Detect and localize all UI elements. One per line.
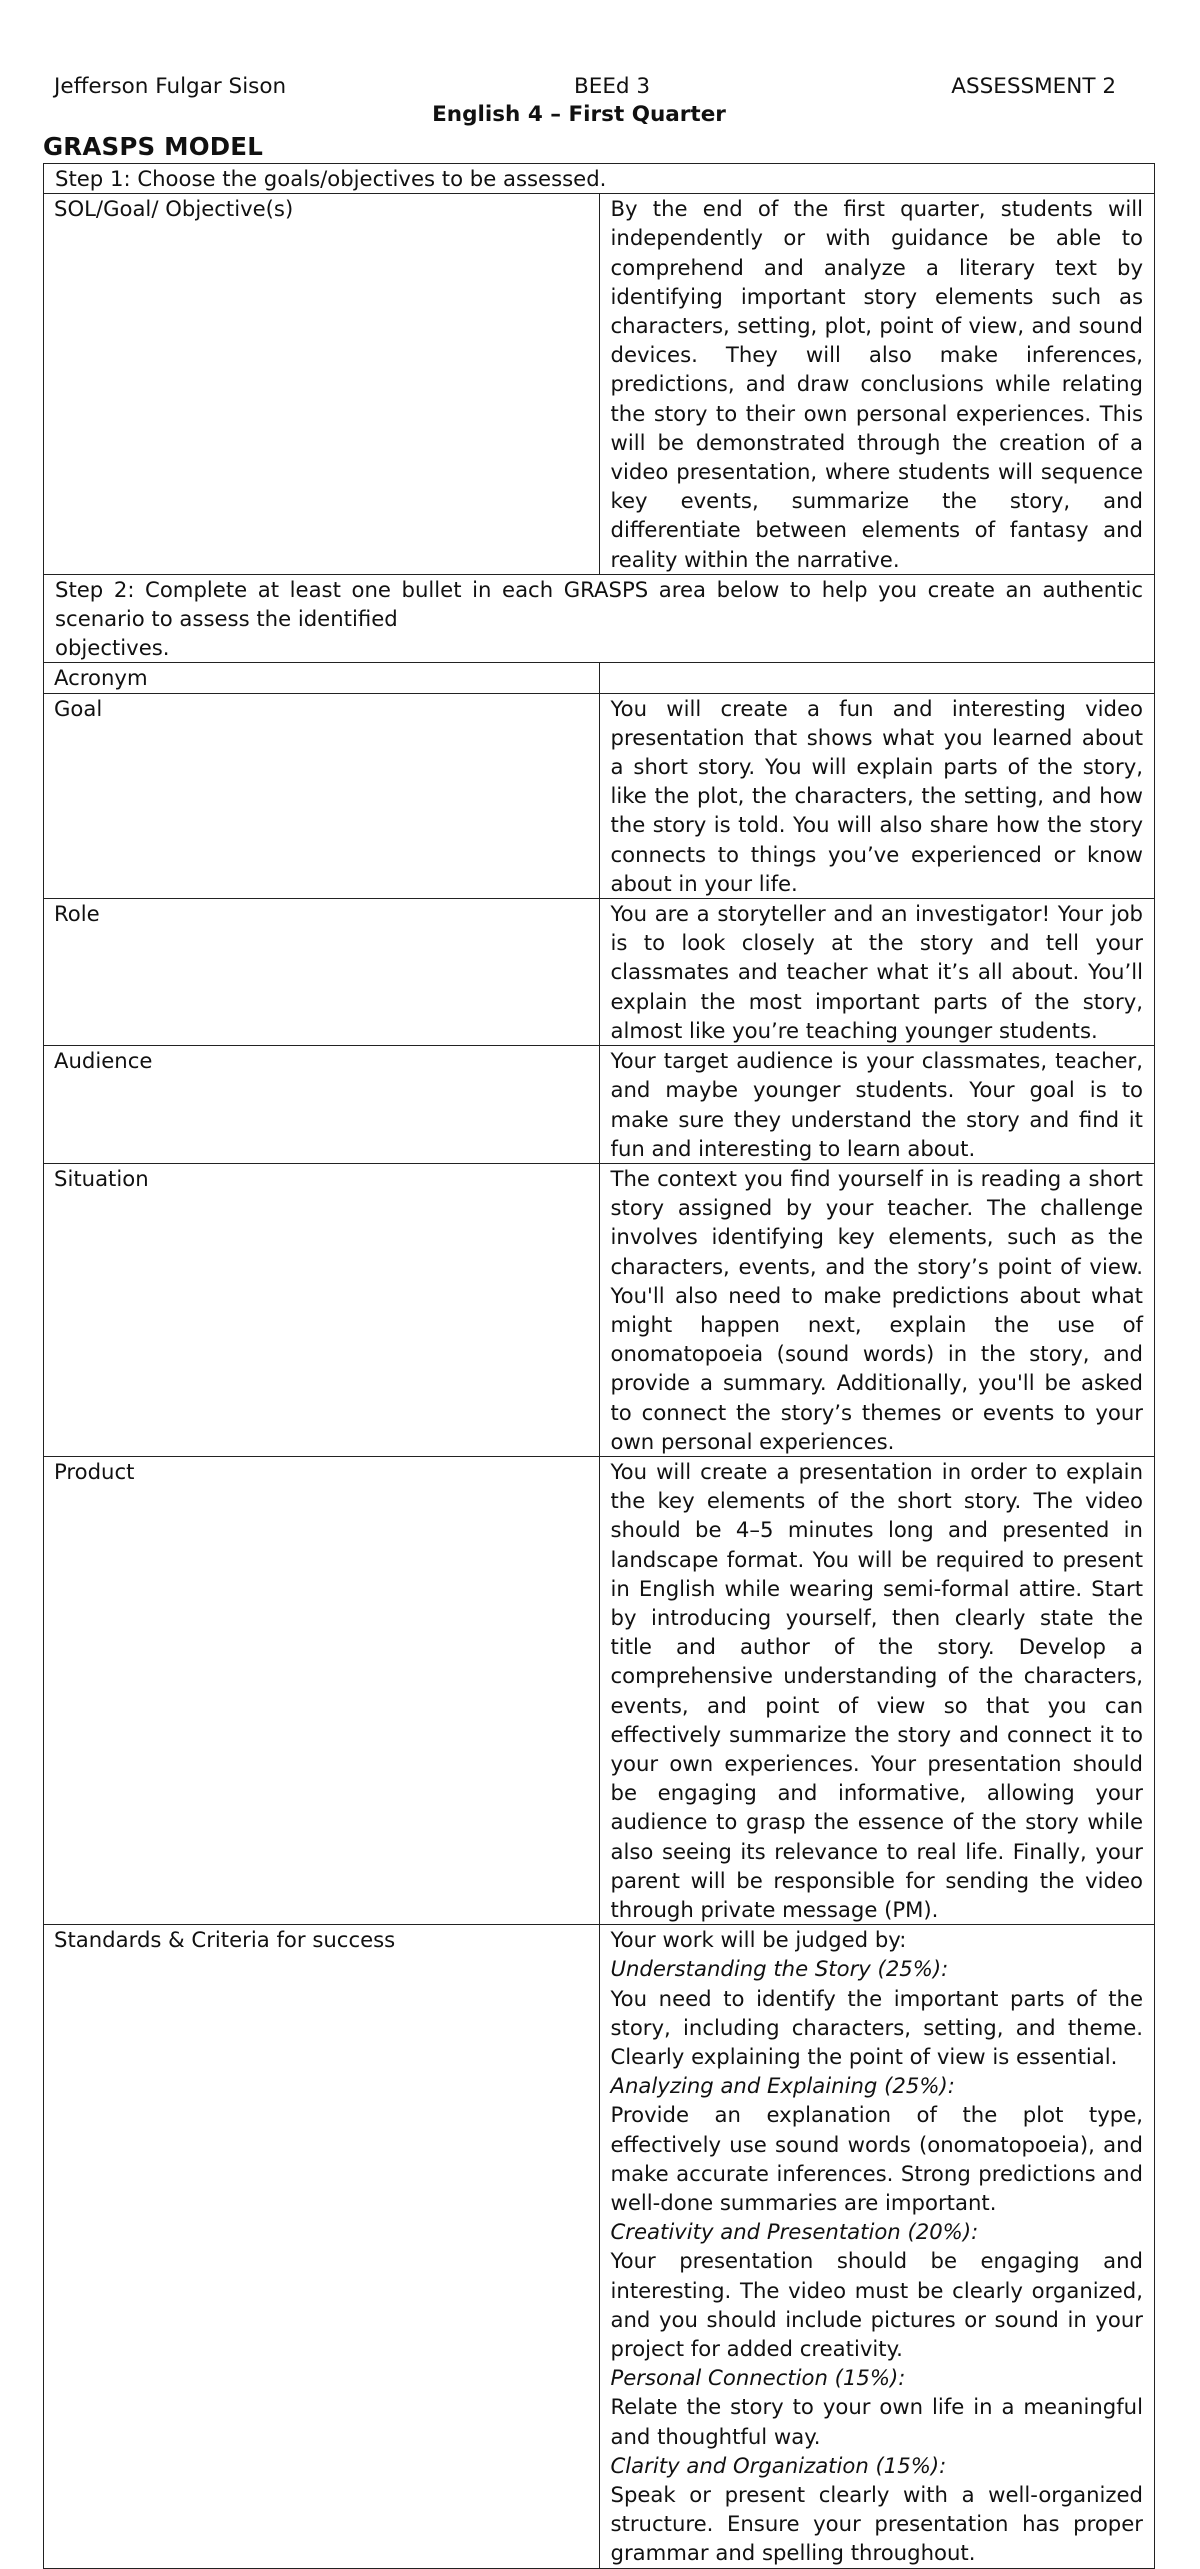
standards-content xyxy=(599,1925,1155,2568)
acronym-row xyxy=(44,663,1155,693)
criterion-heading: Clarity and Organization (15%): xyxy=(610,2452,947,2478)
step2-row xyxy=(44,574,1155,663)
role-text: You are a storyteller and an investigator! Your job is to look closely at the story and tell your classmates and teacher what it’s all about. You’ll explain the most important parts of the story, almost like you’re teaching younger students. xyxy=(599,899,1155,1046)
step2-instruction-end: objectives. xyxy=(55,635,170,661)
criterion-text: You need to identify the important parts of the story, including characters, setting, and theme. Clearly explaining the point of view is essential. xyxy=(610,1985,1143,2069)
audience-text: Your target audience is your classmates, teacher, and maybe younger students. Your goal is to make sure they understand the story and find it fun and interesting to learn about. xyxy=(599,1046,1155,1164)
page-header xyxy=(54,74,1116,104)
audience-row xyxy=(44,1046,1155,1164)
criterion-heading: Understanding the Story (25%): xyxy=(610,1956,949,1982)
goal-label: Goal xyxy=(44,693,600,898)
criterion-heading: Analyzing and Explaining (25%): xyxy=(610,2073,955,2099)
standards-label: Standards & Criteria for success xyxy=(44,1925,600,2568)
criterion-text: Provide an explanation of the plot type, effectively use sound words (onomatopoeia), and make accurate inferences. Strong predictions and well-done summaries are important. xyxy=(610,2102,1143,2216)
subject-title: English 4 – First Quarter xyxy=(432,102,726,127)
product-text: You will create a presentation in order to explain the key elements of the short story. The video should be 4–5 minutes long and presented in landscape format. You will be required to present in English while wearing semi-formal attire. Start by introducing yourself, then clearly state the title and author of the story. Develop a comprehensive understanding of the characters, events, and point of view so that you can effectively summarize the story and connect it to your own experiences. Your presentation should be engaging and informative, allowing your audience to grasp the essence of the story while also seeing its relevance to real life. Finally, your parent will be responsible for sending the video through private message (PM). xyxy=(599,1456,1155,1924)
objective-text: By the end of the first quarter, students will independently or with guidance be able to comprehend and analyze a literary text by identifying important story elements such as characters, setting, plot, point of view, and sound devices. They will also make inferences, predictions, and draw conclusions while relating the story to their own personal experiences. This will be demonstrated through the creation of a video presentation, where students will sequence key events, summarize the story, and differentiate between elements of fantasy and reality within the narrative. xyxy=(599,194,1155,575)
product-row xyxy=(44,1456,1155,1924)
criterion-heading: Personal Connection (15%): xyxy=(610,2365,906,2391)
goal-row xyxy=(44,693,1155,898)
role-label: Role xyxy=(44,899,600,1046)
situation-label: Situation xyxy=(44,1163,600,1456)
course-code: BEEd 3 xyxy=(574,74,651,99)
standards-intro: Your work will be judged by: xyxy=(610,1927,907,1953)
acronym-empty-cell xyxy=(599,663,1155,693)
standards-row xyxy=(44,1925,1155,2568)
document-title: GRASPS MODEL xyxy=(43,132,264,161)
audience-label: Audience xyxy=(44,1046,600,1164)
situation-row xyxy=(44,1163,1155,1456)
goal-text: You will create a fun and interesting video presentation that shows what you learned about a short story. You will explain parts of the story, like the plot, the characters, the setting, and how the story is told. You will also share how the story connects to things you’ve experienced or know about in your life. xyxy=(599,693,1155,898)
criterion-text: Speak or present clearly with a well-organized structure. Ensure your presentation has proper grammar and spelling throughout. xyxy=(610,2482,1143,2566)
criterion-text: Your presentation should be engaging and interesting. The video must be clearly organized, and you should include pictures or sound in your project for added creativity. xyxy=(610,2248,1143,2362)
objective-label: SOL/Goal/ Objective(s) xyxy=(44,194,600,575)
step1-instruction: Step 1: Choose the goals/objectives to be assessed. xyxy=(44,164,1155,194)
student-name: Jefferson Fulgar Sison xyxy=(54,74,287,99)
situation-text: The context you find yourself in is reading a short story assigned by your teacher. The challenge involves identifying key elements, such as the characters, events, and the story’s point of view. You'll also need to make predictions about what might happen next, explain the use of onomatopoeia (sound words) in the story, and provide a summary. Additionally, you'll be asked to connect the story’s themes or events to your own personal experiences. xyxy=(599,1163,1155,1456)
role-row xyxy=(44,899,1155,1046)
grasps-table xyxy=(43,163,1155,2569)
objective-row xyxy=(44,194,1155,575)
criterion-text: Relate the story to your own life in a meaningful and thoughtful way. xyxy=(610,2394,1143,2449)
assessment-label: ASSESSMENT 2 xyxy=(951,74,1116,99)
product-label: Product xyxy=(44,1456,600,1924)
step1-row xyxy=(44,164,1155,194)
criterion-heading: Creativity and Presentation (20%): xyxy=(610,2219,979,2245)
step2-instruction-text: Step 2: Complete at least one bullet in each GRASPS area below to help you create an authentic scenario to assess the identified xyxy=(55,576,1143,632)
acronym-label: Acronym xyxy=(44,663,600,693)
step2-instruction xyxy=(44,574,1155,663)
